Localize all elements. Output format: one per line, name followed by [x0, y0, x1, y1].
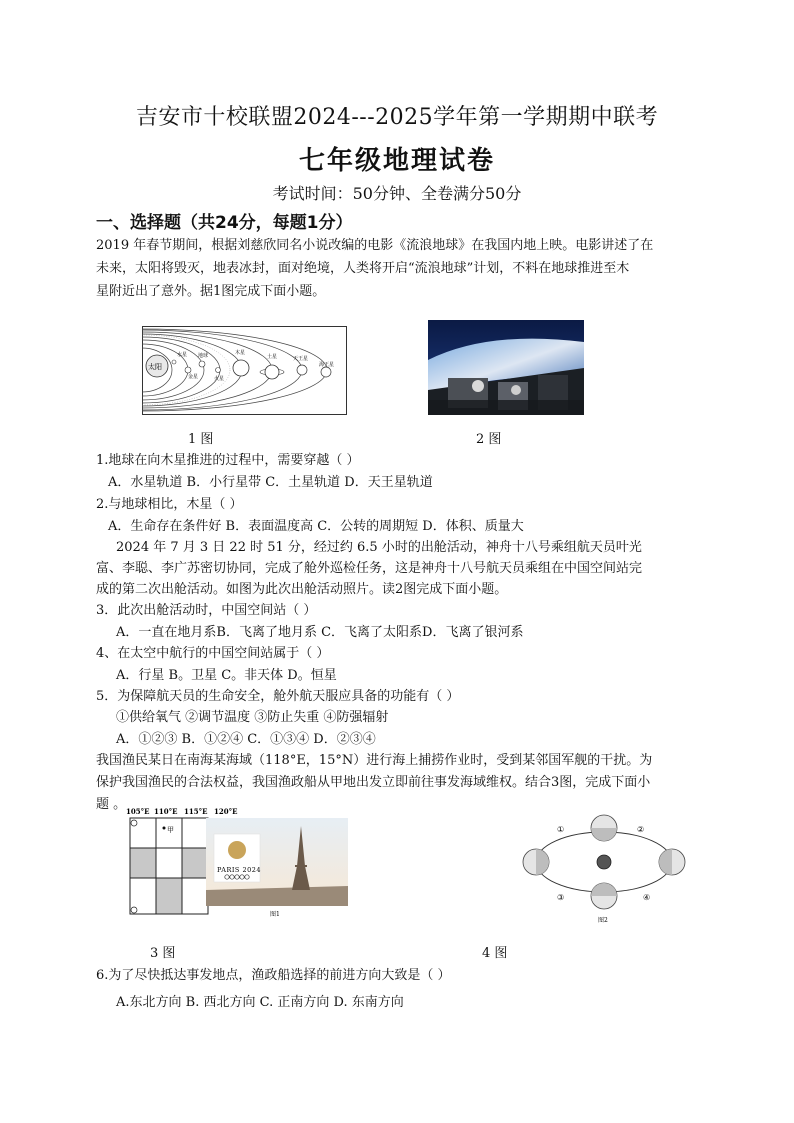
intro3-line3: 题 。 — [96, 797, 127, 812]
lon-label-105: 105°E — [126, 807, 150, 816]
fig3-inset-caption: 图1 — [270, 911, 280, 918]
q4-options: A．行星 B。卫星 C。非天体 D。恒星 — [116, 668, 337, 683]
label-earth: 地球 — [198, 353, 209, 359]
fig3-caption: 3 图 — [150, 946, 176, 961]
q6-options: A.东北方向 B. 西北方向 C. 正南方向 D. 东南方向 — [116, 995, 404, 1010]
fig4-inset-caption: 图2 — [598, 917, 608, 924]
exam-time-info: 考试时间：50分钟、全卷满分50分 — [272, 184, 522, 203]
q5-items: ①供给氧气 ②调节温度 ③防止失重 ④防强辐射 — [116, 710, 389, 725]
earth-revolution-figure — [519, 810, 689, 926]
q1-options: A．水星轨道 B．小行星带 C．土星轨道 D．天王星轨道 — [108, 475, 433, 490]
marker-1: ① — [557, 825, 565, 834]
intro2-line1: 2024 年 7 月 3 日 22 时 51 分，经过约 6.5 小时的出舱活动，神舟十八号乘组航天员叶光 — [116, 540, 642, 555]
q4-stem: 4、在太空中航行的中国空间站属于（ ） — [96, 646, 330, 661]
spacewalk-photo — [428, 320, 584, 415]
fig2-caption: 2 图 — [476, 432, 502, 447]
fig1-caption: 1 图 — [188, 432, 214, 447]
intro3-line1: 我国渔民某日在南海某海域（118°E，15°N）进行海上捕捞作业时，受到某邻国军舰的干扰。为 — [96, 753, 653, 768]
marker-2: ② — [637, 825, 645, 834]
label-uranus: 天王星 — [293, 356, 309, 362]
label-jupiter: 木星 — [235, 350, 246, 356]
q1-stem: 1.地球在向木星推进的过程中，需要穿越（ ） — [96, 453, 360, 468]
q6-stem: 6.为了尽快抵达事发地点，渔政船选择的前进方向大致是（ ） — [96, 968, 451, 983]
q5-options: A．①②③ B．①②④ C．①③④ D．②③④ — [116, 732, 376, 747]
label-sun: 太阳 — [148, 363, 162, 371]
marker-3: ③ — [557, 893, 565, 902]
label-neptune: 海王星 — [319, 362, 335, 368]
point-jia-label: 甲 — [167, 826, 174, 834]
q3-options: A．一直在地月系B．飞离了地月系 C．飞离了太阳系D．飞离了银河系 — [116, 625, 524, 640]
exam-title-line2: 七年级地理试卷 — [298, 146, 495, 176]
q5-stem: 5．为保障航天员的生命安全，舱外航天服应具备的功能有（ ） — [96, 689, 460, 704]
fig4-caption: 4 图 — [482, 946, 508, 961]
q3-stem: 3．此次出舱活动时，中国空间站（ ） — [96, 603, 317, 618]
intro3-line2: 保护我国渔民的合法权益，我国渔政船从甲地出发立即前往事发海域维权。结合3图，完成下面小 — [96, 775, 651, 790]
label-mercury: 水星 — [177, 352, 188, 358]
label-venus: 金星 — [188, 374, 199, 380]
intro1-line2: 未来，太阳将毁灭，地表冰封，面对绝境，人类将开启“流浪地球”计划，不料在地球推进至木 — [96, 261, 630, 276]
q2-stem: 2.与地球相比，木星（ ） — [96, 497, 243, 512]
grid-map-figure — [124, 806, 352, 922]
intro2-line2: 富、李聪、李广苏密切协同，完成了舱外巡检任务，这是神舟十八号航天员乘组在中国空间站完 — [96, 561, 643, 576]
label-saturn: 土星 — [267, 354, 278, 360]
lon-label-120: 120°E — [214, 807, 238, 816]
solar-system-figure — [142, 326, 347, 415]
marker-4: ④ — [643, 893, 651, 902]
label-mars: 火星 — [214, 376, 225, 382]
intro1-line1: 2019 年春节期间，根据刘慈欣同名小说改编的电影《流浪地球》在我国内地上映。电影讲述了在 — [96, 238, 654, 253]
paris-logo-text: PARIS 2024 — [217, 866, 261, 874]
intro1-line3: 星附近出了意外。据1图完成下面小题。 — [96, 284, 326, 299]
lon-label-115: 115°E — [184, 807, 208, 816]
section-heading: 一、选择题（共24分，每题1分） — [96, 213, 353, 233]
exam-title-line1: 吉安市十校联盟2024---2025学年第一学期期中联考 — [135, 105, 659, 130]
intro2-line3: 成的第二次出舱活动。如图为此次出舱活动照片。读2图完成下面小题。 — [96, 582, 508, 597]
lon-label-110: 110°E — [154, 807, 178, 816]
q2-options: A．生命存在条件好 B．表面温度高 C．公转的周期短 D．体积、质量大 — [108, 519, 524, 534]
